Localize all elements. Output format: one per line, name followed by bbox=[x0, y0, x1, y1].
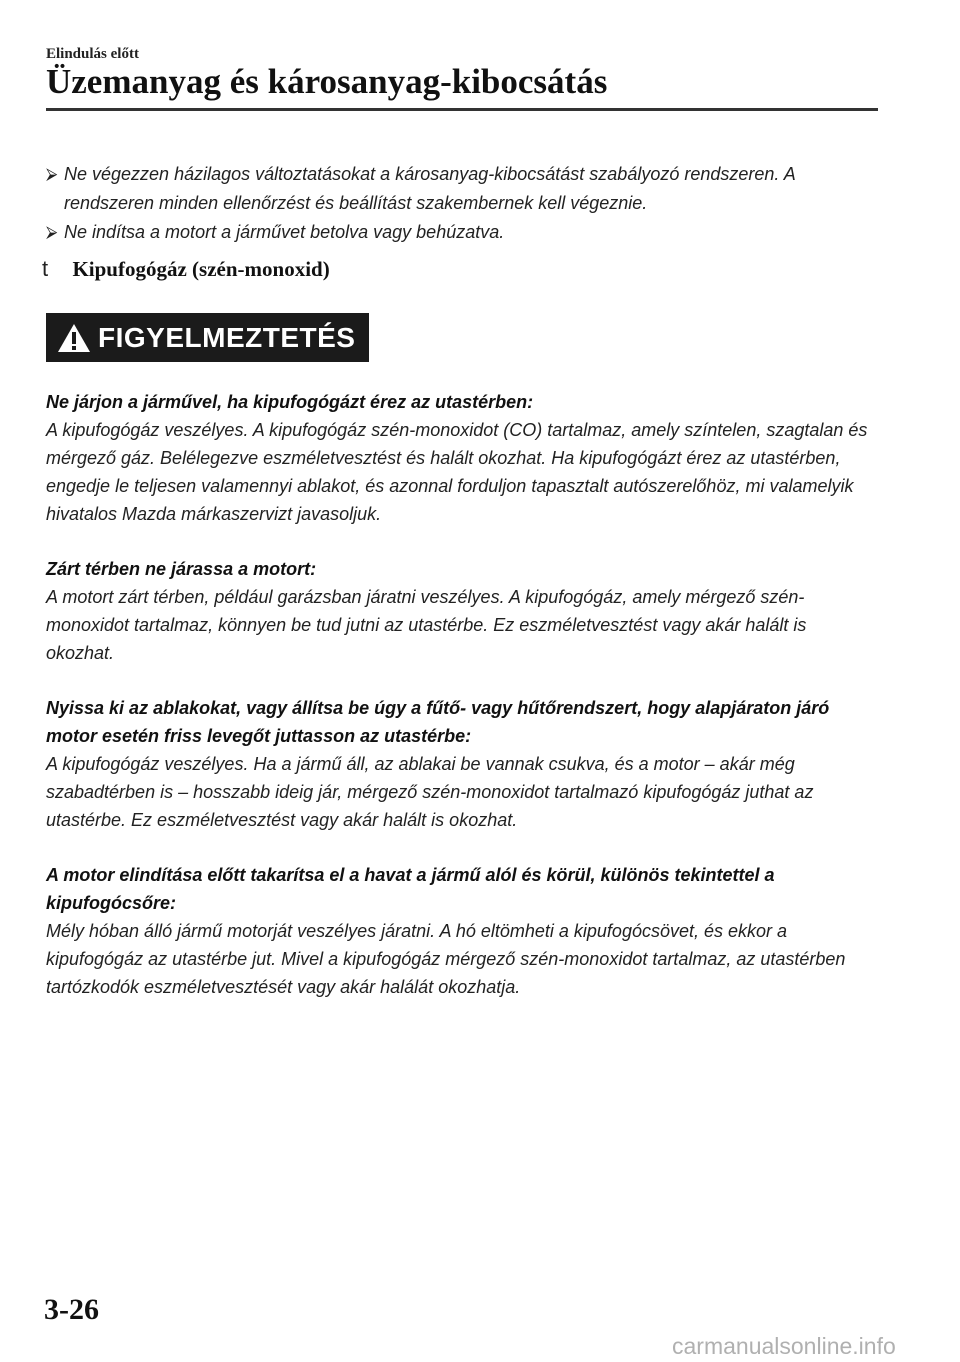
warning-title: Zárt térben ne járassa a motort: bbox=[46, 559, 317, 579]
warning-title: Nyissa ki az ablakokat, vagy állítsa be úgy a fűtő- vagy hűtőrendszert, hogy alapjáraton járó motor esetén friss levegőt juttasson az utastérbe: bbox=[46, 698, 830, 746]
subheading bbox=[42, 256, 330, 282]
subheading-text: Kipufogógáz (szén-monoxid) bbox=[72, 257, 330, 281]
warning-triangle-icon bbox=[56, 322, 92, 354]
warning-block bbox=[46, 555, 876, 667]
watermark-link[interactable]: carmanualsonline.info bbox=[672, 1333, 896, 1359]
warning-body: A motort zárt térben, például garázsban járatni veszélyes. A kipufogógáz, amely mérgező szén-monoxidot tartalmaz, könnyen be tud jutni az utastérbe. Ez eszméletvesztést vagy akár halált is okozhat. bbox=[46, 587, 807, 663]
section-label: Elindulás előtt bbox=[46, 46, 139, 62]
bullet-list bbox=[46, 160, 886, 247]
warning-title: A motor elindítása előtt takarítsa el a havat a jármű alól és körül, különös tekintettel a kipufogócsőre: bbox=[46, 865, 775, 913]
warning-title: Ne járjon a járművel, ha kipufogógázt érez az utastérben: bbox=[46, 392, 534, 412]
warning-block bbox=[46, 388, 876, 528]
warning-label: FIGYELMEZTETÉS bbox=[98, 321, 356, 353]
bullet-text: Ne indítsa a motort a járművet betolva vagy behúzatva. bbox=[64, 222, 505, 242]
bullet-text: Ne végezzen házilagos változtatásokat a károsanyag-kibocsátást szabályozó rendszeren. A rendszeren minden ellenőrzést és beállítást szakembernek kell végeznie. bbox=[64, 164, 796, 213]
arrow-bullet-icon: ⮚ bbox=[46, 224, 58, 241]
warning-banner bbox=[46, 313, 369, 362]
warning-body: A kipufogógáz veszélyes. A kipufogógáz szén-monoxidot (CO) tartalmaz, amely színtelen, szagtalan és mérgező gáz. Belélegezve eszméletvesztést és halált okozhat. Ha kipufogógázt érez az utastérben, engedje le teljesen valamennyi ablakot, és azonnal forduljon tapasztalt autószerelőhöz, mi valamelyik hivatalos Mazda márkaszervizt javasoljuk. bbox=[46, 420, 868, 524]
page-number: 3-26 bbox=[44, 1293, 99, 1326]
subheading-symbol: t bbox=[42, 256, 49, 281]
warning-content bbox=[46, 388, 876, 1028]
warning-block bbox=[46, 694, 876, 834]
title-rule bbox=[46, 108, 878, 111]
bullet-item bbox=[46, 160, 886, 218]
page-title: Üzemanyag és károsanyag-kibocsátás bbox=[46, 62, 608, 101]
warning-body: A kipufogógáz veszélyes. Ha a jármű áll, az ablakai be vannak csukva, és a motor – akár még szabadtérben is – hosszabb ideig jár, mérgező szén-monoxidot tartalmazó kipufogógáz juthat az utastérbe. Ez eszméletvesztést vagy akár halált is okozhat. bbox=[46, 754, 814, 830]
arrow-bullet-icon: ⮚ bbox=[46, 166, 58, 183]
warning-block bbox=[46, 861, 876, 1001]
bullet-item bbox=[46, 218, 886, 247]
warning-body: Mély hóban álló jármű motorját veszélyes járatni. A hó eltömheti a kipufogócsövet, és ekkor a kipufogógáz az utastérbe jut. Mivel a kipufogógáz mérgező szén-monoxidot tartalmaz, az utastérben tartózkodók eszméletvesztését vagy akár halálát okozhatja. bbox=[46, 921, 846, 997]
